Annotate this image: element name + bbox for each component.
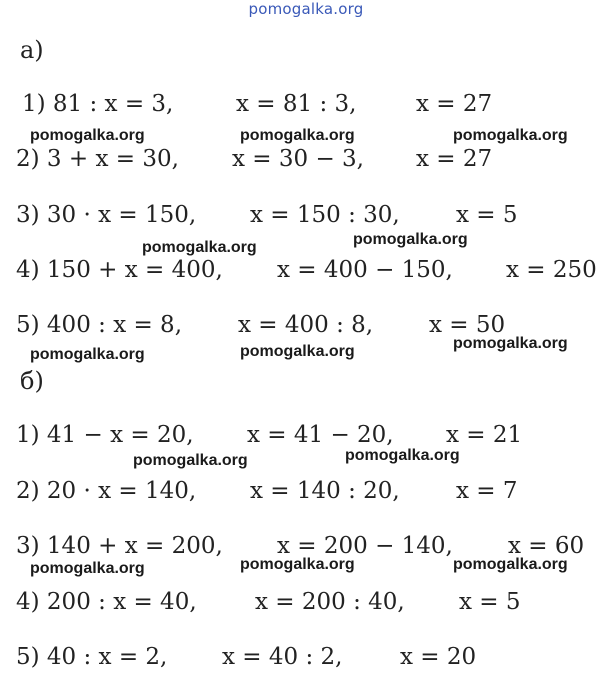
a2-step: x = 30 − 3, — [232, 146, 364, 172]
row-number: 1) — [16, 422, 40, 448]
watermark: pomogalka.org — [453, 556, 568, 573]
row-number: 5) — [16, 312, 40, 338]
watermark: pomogalka.org — [30, 127, 145, 144]
b4-answer: x = 5 — [459, 589, 521, 615]
row-number: 4) — [16, 589, 40, 615]
watermark: pomogalka.org — [240, 343, 355, 360]
watermark: pomogalka.org — [142, 239, 257, 256]
watermark: pomogalka.org — [453, 335, 568, 352]
row-number: 3) — [16, 533, 40, 559]
a2-answer: x = 27 — [416, 146, 493, 172]
b1-answer: x = 21 — [446, 422, 523, 448]
a1-answer: x = 27 — [416, 91, 493, 117]
watermark: pomogalka.org — [30, 346, 145, 363]
watermark: pomogalka.org — [353, 231, 468, 248]
b4-eq — [16, 588, 197, 616]
a4-eq — [16, 256, 223, 284]
equation: 400 : x = 8, — [46, 312, 183, 338]
b3-step: x = 200 − 140, — [277, 533, 453, 559]
watermark: pomogalka.org — [30, 560, 145, 577]
equation: 41 − x = 20, — [46, 422, 194, 448]
a2-eq — [16, 145, 179, 173]
row-number: 3) — [16, 202, 40, 228]
b3-eq — [16, 532, 223, 560]
a3-answer: x = 5 — [456, 202, 518, 228]
b5-eq — [16, 643, 167, 671]
b2-answer: x = 7 — [456, 478, 518, 504]
row-number: 5) — [16, 644, 40, 670]
equation: 140 + x = 200, — [46, 533, 223, 559]
equation: 81 : x = 3, — [52, 91, 174, 117]
row-number: 1) — [22, 91, 46, 117]
b4-step: x = 200 : 40, — [255, 589, 405, 615]
a3-eq — [16, 201, 196, 229]
a4-step: x = 400 − 150, — [277, 257, 453, 283]
a1-eq — [22, 90, 173, 118]
a4-answer: x = 250 — [506, 257, 597, 283]
site-watermark: pomogalka.org — [248, 0, 364, 18]
a3-step: x = 150 : 30, — [250, 202, 400, 228]
a5-eq — [16, 311, 182, 339]
b5-answer: x = 20 — [400, 644, 477, 670]
b1-eq — [16, 421, 194, 449]
row-number: 4) — [16, 257, 40, 283]
equation: 150 + x = 400, — [46, 257, 223, 283]
equation: 20 · x = 140, — [46, 478, 197, 504]
row-number: 2) — [16, 146, 40, 172]
watermark: pomogalka.org — [133, 452, 248, 469]
equation: 40 : x = 2, — [46, 644, 168, 670]
b5-step: x = 40 : 2, — [222, 644, 343, 670]
b2-step: x = 140 : 20, — [250, 478, 400, 504]
equation: 3 + x = 30, — [46, 146, 179, 172]
watermark: pomogalka.org — [240, 556, 355, 573]
equation: 30 · x = 150, — [46, 202, 197, 228]
watermark: pomogalka.org — [453, 127, 568, 144]
row-number: 2) — [16, 478, 40, 504]
equation: 200 : x = 40, — [46, 589, 197, 615]
a1-step: x = 81 : 3, — [236, 91, 357, 117]
a5-answer: x = 50 — [429, 312, 506, 338]
a5-step: x = 400 : 8, — [238, 312, 374, 338]
b2-eq — [16, 477, 196, 505]
section-b-label: б) — [20, 367, 44, 395]
section-a-label: а) — [20, 36, 44, 64]
watermark: pomogalka.org — [240, 127, 355, 144]
watermark: pomogalka.org — [345, 447, 460, 464]
b1-step: x = 41 − 20, — [247, 422, 394, 448]
b3-answer: x = 60 — [508, 533, 585, 559]
